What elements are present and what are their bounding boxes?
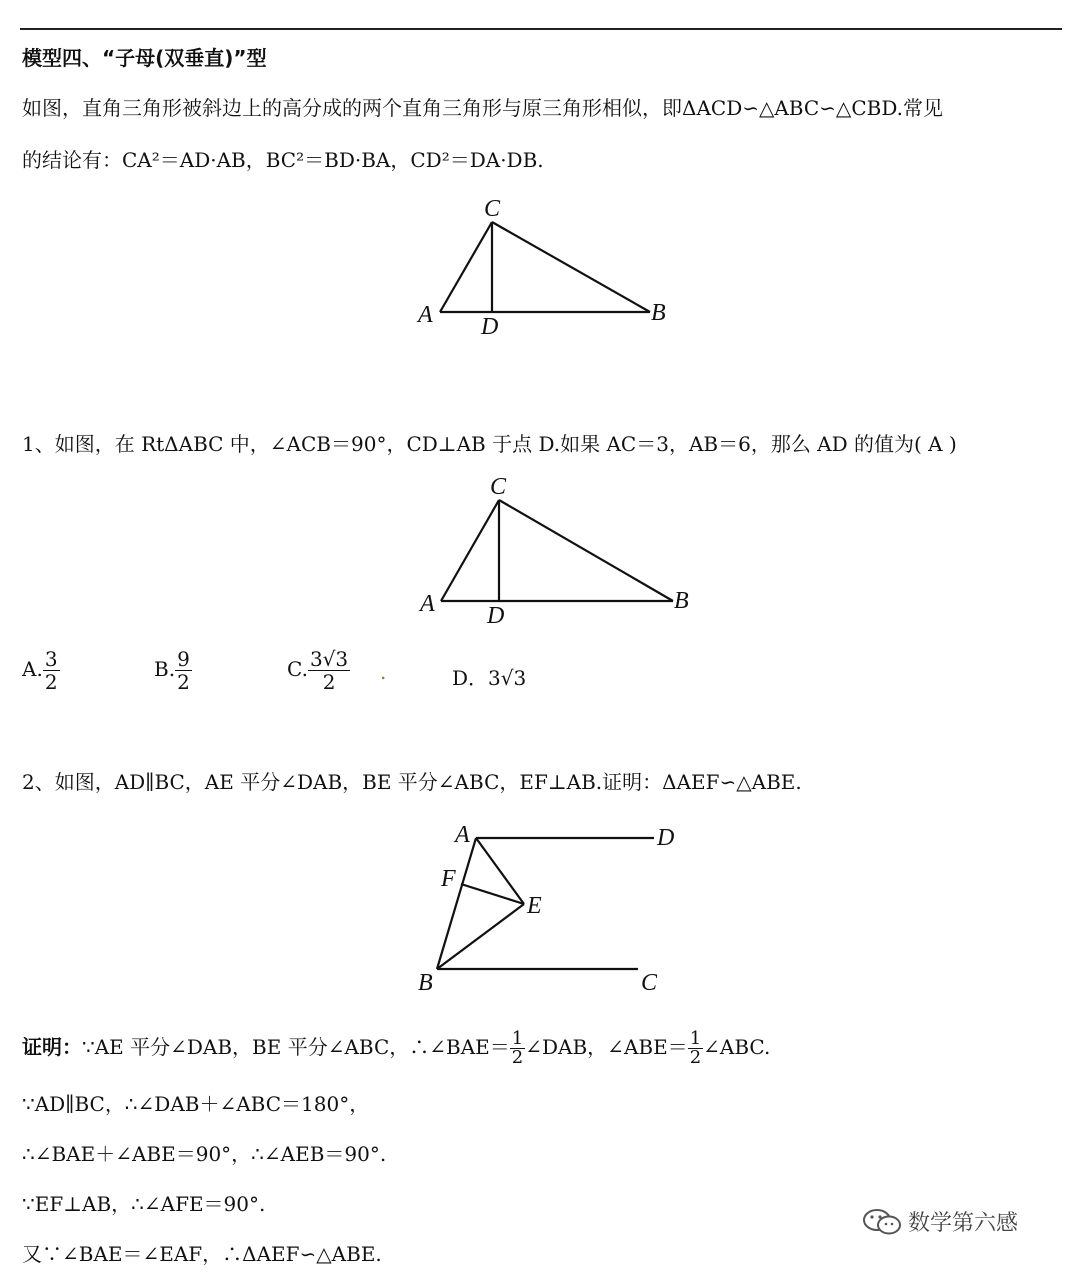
question-1-text: 1、如图，在 RtΔABC 中，∠ACB＝90°，CD⊥AB 于点 D.如果 AC＝3，AB＝6，那么 AD 的值为( A ) bbox=[22, 432, 957, 456]
proof-line-3: ∴∠BAE＋∠ABE＝90°，∴∠AEB＝90°. bbox=[22, 1142, 387, 1166]
fig3-label-a: A bbox=[455, 822, 470, 848]
fig1-label-d: D bbox=[481, 314, 499, 340]
choice-b bbox=[154, 648, 192, 698]
fig2-segment-cb bbox=[499, 500, 673, 601]
section-title: 模型四、“子母(双垂直)”型 bbox=[22, 46, 267, 70]
choice-d: D．3√3 bbox=[452, 666, 527, 690]
proof-fraction-1-num: 1 bbox=[511, 1028, 524, 1049]
proof-fraction-2 bbox=[688, 1030, 703, 1067]
choice-a bbox=[22, 648, 60, 698]
fig3-label-e: E bbox=[527, 893, 542, 919]
fig2-label-a: A bbox=[420, 591, 435, 617]
choice-b-fraction bbox=[175, 648, 192, 693]
fig3-label-f: F bbox=[441, 866, 456, 892]
fig1-label-b: B bbox=[651, 300, 666, 326]
proof-line-1-part-b: ∠DAB，∠ABE＝ bbox=[525, 1035, 688, 1059]
proof-label: 证明： bbox=[22, 1035, 82, 1059]
choice-c-fraction bbox=[308, 648, 350, 693]
fig3-segment-ab bbox=[437, 838, 476, 969]
fig3-segment-fe bbox=[461, 884, 524, 904]
intro-line-1: 如图，直角三角形被斜边上的高分成的两个直角三角形与原三角形相似，即ΔACD∽△ABC∽△CBD.常见 bbox=[22, 96, 943, 120]
proof-line-1-part-a: ∵AE 平分∠DAB，BE 平分∠ABC，∴∠BAE＝ bbox=[82, 1035, 510, 1059]
fig1-label-a: A bbox=[418, 302, 433, 328]
choice-a-denominator: 2 bbox=[44, 670, 58, 694]
fig2-label-c: C bbox=[490, 474, 507, 500]
fig1-segment-ac bbox=[440, 222, 492, 312]
figure-2-lines bbox=[441, 500, 673, 601]
choice-b-numerator: 9 bbox=[177, 647, 190, 671]
proof-line-5: 又∵∠BAE＝∠EAF，∴ΔAEF∽△ABE. bbox=[22, 1242, 382, 1266]
figure-3-lines bbox=[437, 838, 654, 969]
proof-line-2: ∵AD∥BC，∴∠DAB＋∠ABC＝180°， bbox=[22, 1092, 370, 1116]
proof-line-1 bbox=[22, 1030, 770, 1067]
proof-fraction-2-den: 2 bbox=[689, 1047, 702, 1068]
choice-c-denominator: 2 bbox=[322, 670, 336, 694]
proof-line-1-part-c: ∠ABC. bbox=[703, 1035, 771, 1059]
stray-dot: . bbox=[380, 660, 387, 684]
choice-a-fraction bbox=[43, 648, 60, 693]
intro-line-2: 的结论有：CA²＝AD·AB，BC²＝BD·BA，CD²＝DA·DB. bbox=[22, 148, 544, 172]
fig3-segment-ae bbox=[476, 838, 524, 904]
watermark-text: 数学第六感 bbox=[908, 1211, 1019, 1236]
figure-1-lines bbox=[440, 222, 650, 312]
fig3-label-c: C bbox=[641, 970, 658, 996]
choice-b-prefix: B. bbox=[154, 657, 176, 681]
question-2-text: 2、如图，AD∥BC，AE 平分∠DAB，BE 平分∠ABC，EF⊥AB.证明：ΔAEF∽△ABE. bbox=[22, 770, 802, 794]
proof-fraction-2-num: 1 bbox=[689, 1028, 702, 1049]
fig1-segment-cb bbox=[492, 222, 650, 312]
watermark bbox=[862, 1206, 1018, 1237]
choice-c-numerator: 3√3 bbox=[309, 647, 349, 671]
choice-b-denominator: 2 bbox=[177, 670, 190, 694]
choice-a-prefix: A. bbox=[22, 657, 43, 681]
fig3-segment-be bbox=[437, 904, 524, 969]
choice-c-prefix: C. bbox=[287, 657, 308, 681]
proof-fraction-1-den: 2 bbox=[511, 1047, 524, 1068]
fig2-segment-ac bbox=[441, 500, 499, 601]
fig2-label-b: B bbox=[674, 588, 689, 614]
choice-c bbox=[287, 648, 350, 698]
choice-a-numerator: 3 bbox=[44, 647, 58, 671]
fig2-label-d: D bbox=[487, 603, 505, 629]
wechat-icon bbox=[862, 1207, 902, 1237]
fig3-label-b: B bbox=[418, 970, 433, 996]
fig3-label-d: D bbox=[657, 825, 675, 851]
proof-line-4: ∵EF⊥AB，∴∠AFE＝90°. bbox=[22, 1192, 266, 1216]
fig1-label-c: C bbox=[484, 196, 501, 222]
proof-fraction-1 bbox=[510, 1030, 525, 1067]
